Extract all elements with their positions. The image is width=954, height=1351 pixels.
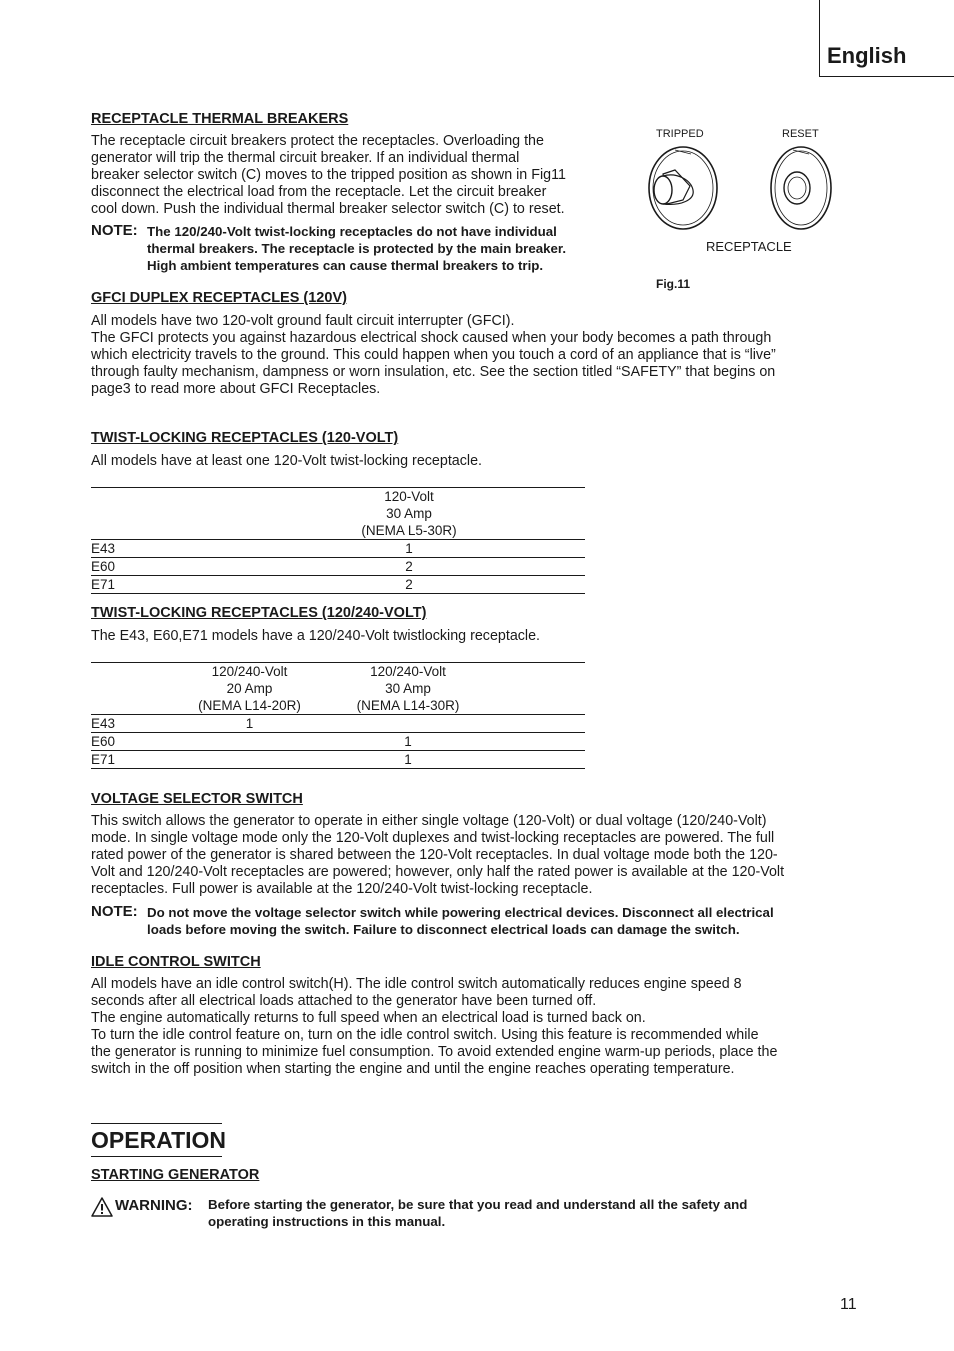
table-row [91,540,585,558]
text-line: the generator is running to minimize fuel consumption. To avoid extended engine warm-up periods, place the [91,1044,778,1060]
text-line: page3 to read more about GFCI Receptacles. [91,381,381,397]
header-line: 120/240-Volt [370,664,446,679]
tripped-label: TRIPPED [656,128,704,140]
section-title-idle-control: IDLE CONTROL SWITCH [91,954,261,970]
note-line: The 120/240-Volt twist-locking receptacles do not have individual [147,224,557,239]
warning-line: operating instructions in this manual. [208,1214,446,1229]
table-header-cell [318,663,498,715]
section-title-gfci: GFCI DUPLEX RECEPTACLES (120V) [91,290,347,306]
section-text-twist-120: All models have at least one 120-Volt twist-locking receptacle. [91,453,482,469]
table-header-row [91,663,585,715]
section-body-voltage-selector [91,813,784,898]
page-number: 11 [840,1296,857,1313]
text-line: seconds after all electrical loads attached to the generator have been turned off. [91,993,597,1009]
warning-text [208,1196,848,1230]
figure-caption: Fig.11 [656,277,691,291]
model-cell: E60 [91,733,181,751]
note-label: NOTE: [91,903,138,920]
table-row [91,715,585,733]
value-cell: 1 [318,733,498,751]
text-line: The GFCI protects you against hazardous electrical shock caused when your body becomes a path through [91,330,772,346]
text-line: mode. In single voltage mode only the 120-Volt duplexes and twist-locking receptacles are powered. The full [91,830,775,846]
text-line: The engine automatically returns to full speed when an electrical load is turned back on. [91,1010,646,1026]
value-cell: 2 [257,558,561,576]
section-title-twist-120: TWIST-LOCKING RECEPTACLES (120-VOLT) [91,430,399,446]
text-line: disconnect the electrical load from the receptacle. Let the circuit breaker [91,184,547,200]
section-body-gfci [91,313,776,398]
text-line: rated power of the generator is shared between the 120-Volt receptacles. In dual voltage mode both the 120- [91,847,778,863]
section-text-twist-240: The E43, E60,E71 models have a 120/240-Volt twistlocking receptacle. [91,628,541,644]
section-body-idle-control [91,976,777,1078]
language-tab [819,0,954,77]
text-line: All models have an idle control switch(H). The idle control switch automatically reduces engine speed 8 [91,976,742,992]
section-body-thermal-breakers [91,133,566,218]
reset-breaker-icon [771,147,831,229]
value-cell [181,733,318,751]
value-cell: 1 [318,751,498,769]
header-line: (NEMA L5-30R) [361,523,457,538]
header-line: 20 Amp [226,681,273,696]
breaker-illustration [645,142,845,232]
tripped-breaker-icon [649,147,717,229]
value-cell [318,715,498,733]
model-cell: E71 [91,576,257,594]
receptacle-label: RECEPTACLE [706,239,792,254]
text-line: generator will trip the thermal circuit breaker. If an individual thermal [91,150,520,166]
text-line: through faulty mechanism, dampness or worn insulation, etc. See the section titled “SAFETY” that begins on [91,364,776,380]
value-cell: 2 [257,576,561,594]
language-label: English [827,43,907,68]
twist-120-table [91,487,585,594]
header-line: 30 Amp [386,506,432,521]
section-title-thermal-breakers: RECEPTACLE THERMAL BREAKERS [91,111,349,127]
note-label: NOTE: [91,222,138,239]
value-cell [181,751,318,769]
reset-label: RESET [782,128,819,140]
note-text [147,904,867,938]
text-line: The receptacle circuit breakers protect the receptacles. Overloading the [91,133,544,149]
text-line: All models have two 120-volt ground fault circuit interrupter (GFCI). [91,313,515,329]
warning-triangle-icon [91,1197,113,1217]
header-line: 120-Volt [384,489,434,504]
note-line: thermal breakers. The receptacle is protected by the main breaker. [147,241,567,256]
section-title-twist-240: TWIST-LOCKING RECEPTACLES (120/240-VOLT) [91,605,427,621]
warning-label: WARNING: [115,1197,193,1214]
text-line: cool down. Push the individual thermal breaker selector switch (C) to reset. [91,201,565,217]
header-line: (NEMA L14-20R) [198,698,301,713]
text-line: receptacles. Full power is available at the 120/240-Volt twist-locking receptacle. [91,881,593,897]
header-line: 120/240-Volt [211,664,288,679]
table-header-cell [181,663,318,715]
header-line: 30 Amp [385,681,431,696]
table-row [91,733,585,751]
note-line: High ambient temperatures can cause thermal breakers to trip. [147,258,544,273]
model-cell: E43 [91,715,181,733]
note-line: Do not move the voltage selector switch while powering electrical devices. Disconnect all electrical [147,905,774,920]
table-row [91,558,585,576]
text-line: which electricity travels to the ground. This could happen when you touch a cord of an appliance that is “live” [91,347,776,363]
warning-line: Before starting the generator, be sure that you read and understand all the safety and [208,1197,748,1212]
operation-title: OPERATION [91,1127,227,1153]
value-cell: 1 [257,540,561,558]
text-line: This switch allows the generator to operate in either single voltage (120-Volt) or dual voltage (120/240-Volt) [91,813,767,829]
value-cell: 1 [181,715,318,733]
table-row [91,751,585,769]
section-title-starting-generator: STARTING GENERATOR [91,1167,260,1183]
model-cell: E60 [91,558,257,576]
text-line: switch in the off position when starting the engine and until the engine reaches operating temperature. [91,1061,735,1077]
table-row [91,576,585,594]
twist-240-table [91,662,585,769]
note-text [147,223,627,274]
note-line: loads before moving the switch. Failure to disconnect electrical loads can damage the switch. [147,922,740,937]
section-title-voltage-selector: VOLTAGE SELECTOR SWITCH [91,791,303,807]
table-header-row [91,488,585,540]
operation-heading-box [91,1123,227,1157]
model-cell: E43 [91,540,257,558]
text-line: breaker selector switch (C) moves to the tripped position as shown in Fig11 [91,167,566,183]
text-line: Volt and 120/240-Volt receptacles are powered; however, only half the rated power is available at the 120-Volt [91,864,785,880]
model-cell: E71 [91,751,181,769]
text-line: To turn the idle control feature on, turn on the idle control switch. Using this feature is recommended while [91,1027,759,1043]
header-line: (NEMA L14-30R) [356,698,460,713]
table-header-cell [257,488,561,540]
